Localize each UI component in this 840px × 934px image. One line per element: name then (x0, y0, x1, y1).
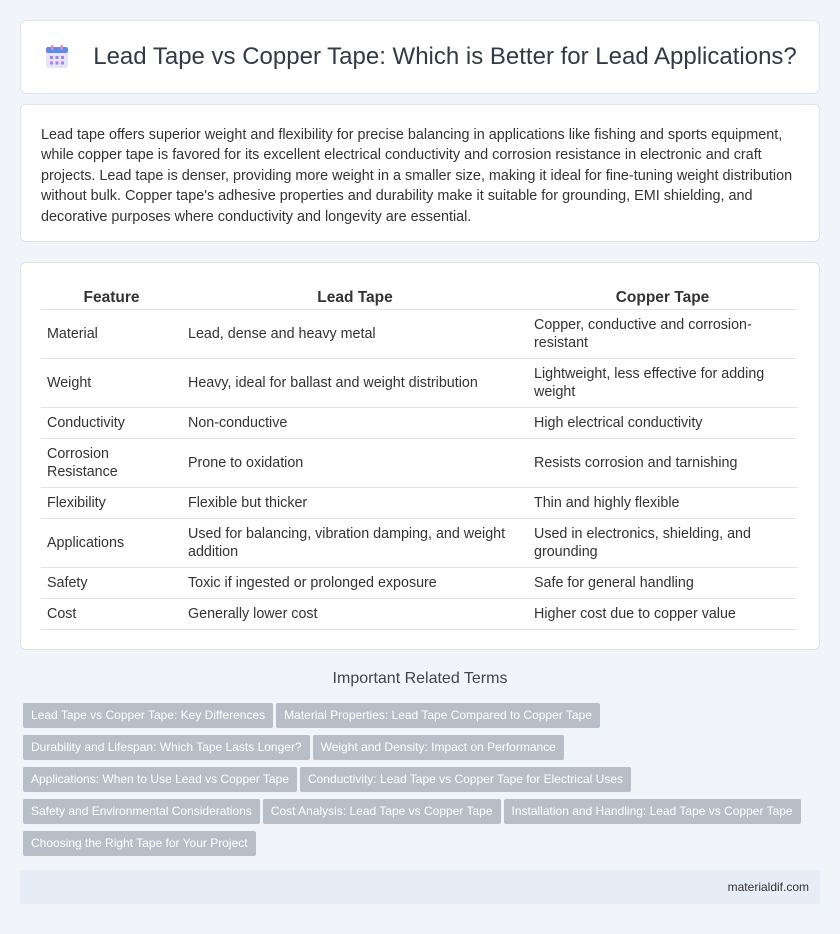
feature-cell: Material (41, 309, 182, 358)
copper-cell: High electrical conductivity (528, 407, 797, 438)
feature-cell: Flexibility (41, 487, 182, 518)
calendar-icon (43, 43, 71, 71)
header-copper-tape: Copper Tape (528, 283, 797, 309)
table-row (41, 598, 797, 629)
lead-cell: Heavy, ideal for ballast and weight distribution (182, 358, 528, 407)
table-header-row (41, 283, 797, 309)
copper-cell: Resists corrosion and tarnishing (528, 438, 797, 487)
feature-cell: Cost (41, 598, 182, 629)
related-term-chip[interactable]: Installation and Handling: Lead Tape vs Copper Tape (504, 799, 801, 824)
related-term-chip[interactable]: Lead Tape vs Copper Tape: Key Differences (23, 703, 273, 728)
table-row (41, 407, 797, 438)
related-term-chip[interactable]: Applications: When to Use Lead vs Copper Tape (23, 767, 297, 792)
related-term-chip[interactable]: Choosing the Right Tape for Your Project (23, 831, 256, 856)
copper-cell: Copper, conductive and corrosion-resistant (528, 309, 797, 358)
header-feature: Feature (41, 283, 182, 309)
lead-cell: Non-conductive (182, 407, 528, 438)
table-row (41, 358, 797, 407)
lead-cell: Toxic if ingested or prolonged exposure (182, 567, 528, 598)
related-terms-list (23, 703, 813, 863)
feature-cell: Corrosion Resistance (41, 438, 182, 487)
related-terms-title: Important Related Terms (332, 670, 508, 687)
table-row (41, 487, 797, 518)
lead-cell: Generally lower cost (182, 598, 528, 629)
copper-cell: Lightweight, less effective for adding weight (528, 358, 797, 407)
related-term-chip[interactable]: Safety and Environmental Considerations (23, 799, 260, 824)
header-card (20, 20, 820, 94)
page-title: Lead Tape vs Copper Tape: Which is Better for Lead Applications? (93, 43, 797, 70)
footer-site-link[interactable]: materialdif.com (727, 880, 809, 894)
copper-cell: Safe for general handling (528, 567, 797, 598)
related-term-chip[interactable]: Weight and Density: Impact on Performance (313, 735, 564, 760)
feature-cell: Safety (41, 567, 182, 598)
comparison-table-card (20, 262, 820, 650)
intro-paragraph: Lead tape offers superior weight and flexibility for precise balancing in applications like fishing and sports equipment, while copper tape is favored for its excellent electrical conductivity and corrosion resistance in electronic and craft projects. Lead tape is denser, providing more weight in a smaller size, making it ideal for fine-tuning weight distribution without bulk. Copper tape's adhesive properties and durability make it suitable for grounding, EMI shielding, and decorative purposes where conductivity and longevity are essential. (41, 127, 793, 225)
copper-cell: Used in electronics, shielding, and grounding (528, 518, 797, 567)
feature-cell: Conductivity (41, 407, 182, 438)
related-term-chip[interactable]: Material Properties: Lead Tape Compared to Copper Tape (276, 703, 600, 728)
related-term-chip[interactable]: Durability and Lifespan: Which Tape Lasts Longer? (23, 735, 310, 760)
related-term-chip[interactable]: Cost Analysis: Lead Tape vs Copper Tape (263, 799, 501, 824)
intro-card (20, 104, 820, 242)
feature-cell: Applications (41, 518, 182, 567)
copper-cell: Higher cost due to copper value (528, 598, 797, 629)
table-row (41, 567, 797, 598)
lead-cell: Used for balancing, vibration damping, and weight addition (182, 518, 528, 567)
lead-cell: Prone to oxidation (182, 438, 528, 487)
lead-cell: Lead, dense and heavy metal (182, 309, 528, 358)
feature-cell: Weight (41, 358, 182, 407)
lead-cell: Flexible but thicker (182, 487, 528, 518)
footer (20, 870, 820, 904)
copper-cell: Thin and highly flexible (528, 487, 797, 518)
header-lead-tape: Lead Tape (182, 283, 528, 309)
comparison-table (41, 283, 797, 630)
table-row (41, 438, 797, 487)
table-row (41, 309, 797, 358)
related-term-chip[interactable]: Conductivity: Lead Tape vs Copper Tape for Electrical Uses (300, 767, 631, 792)
table-row (41, 518, 797, 567)
